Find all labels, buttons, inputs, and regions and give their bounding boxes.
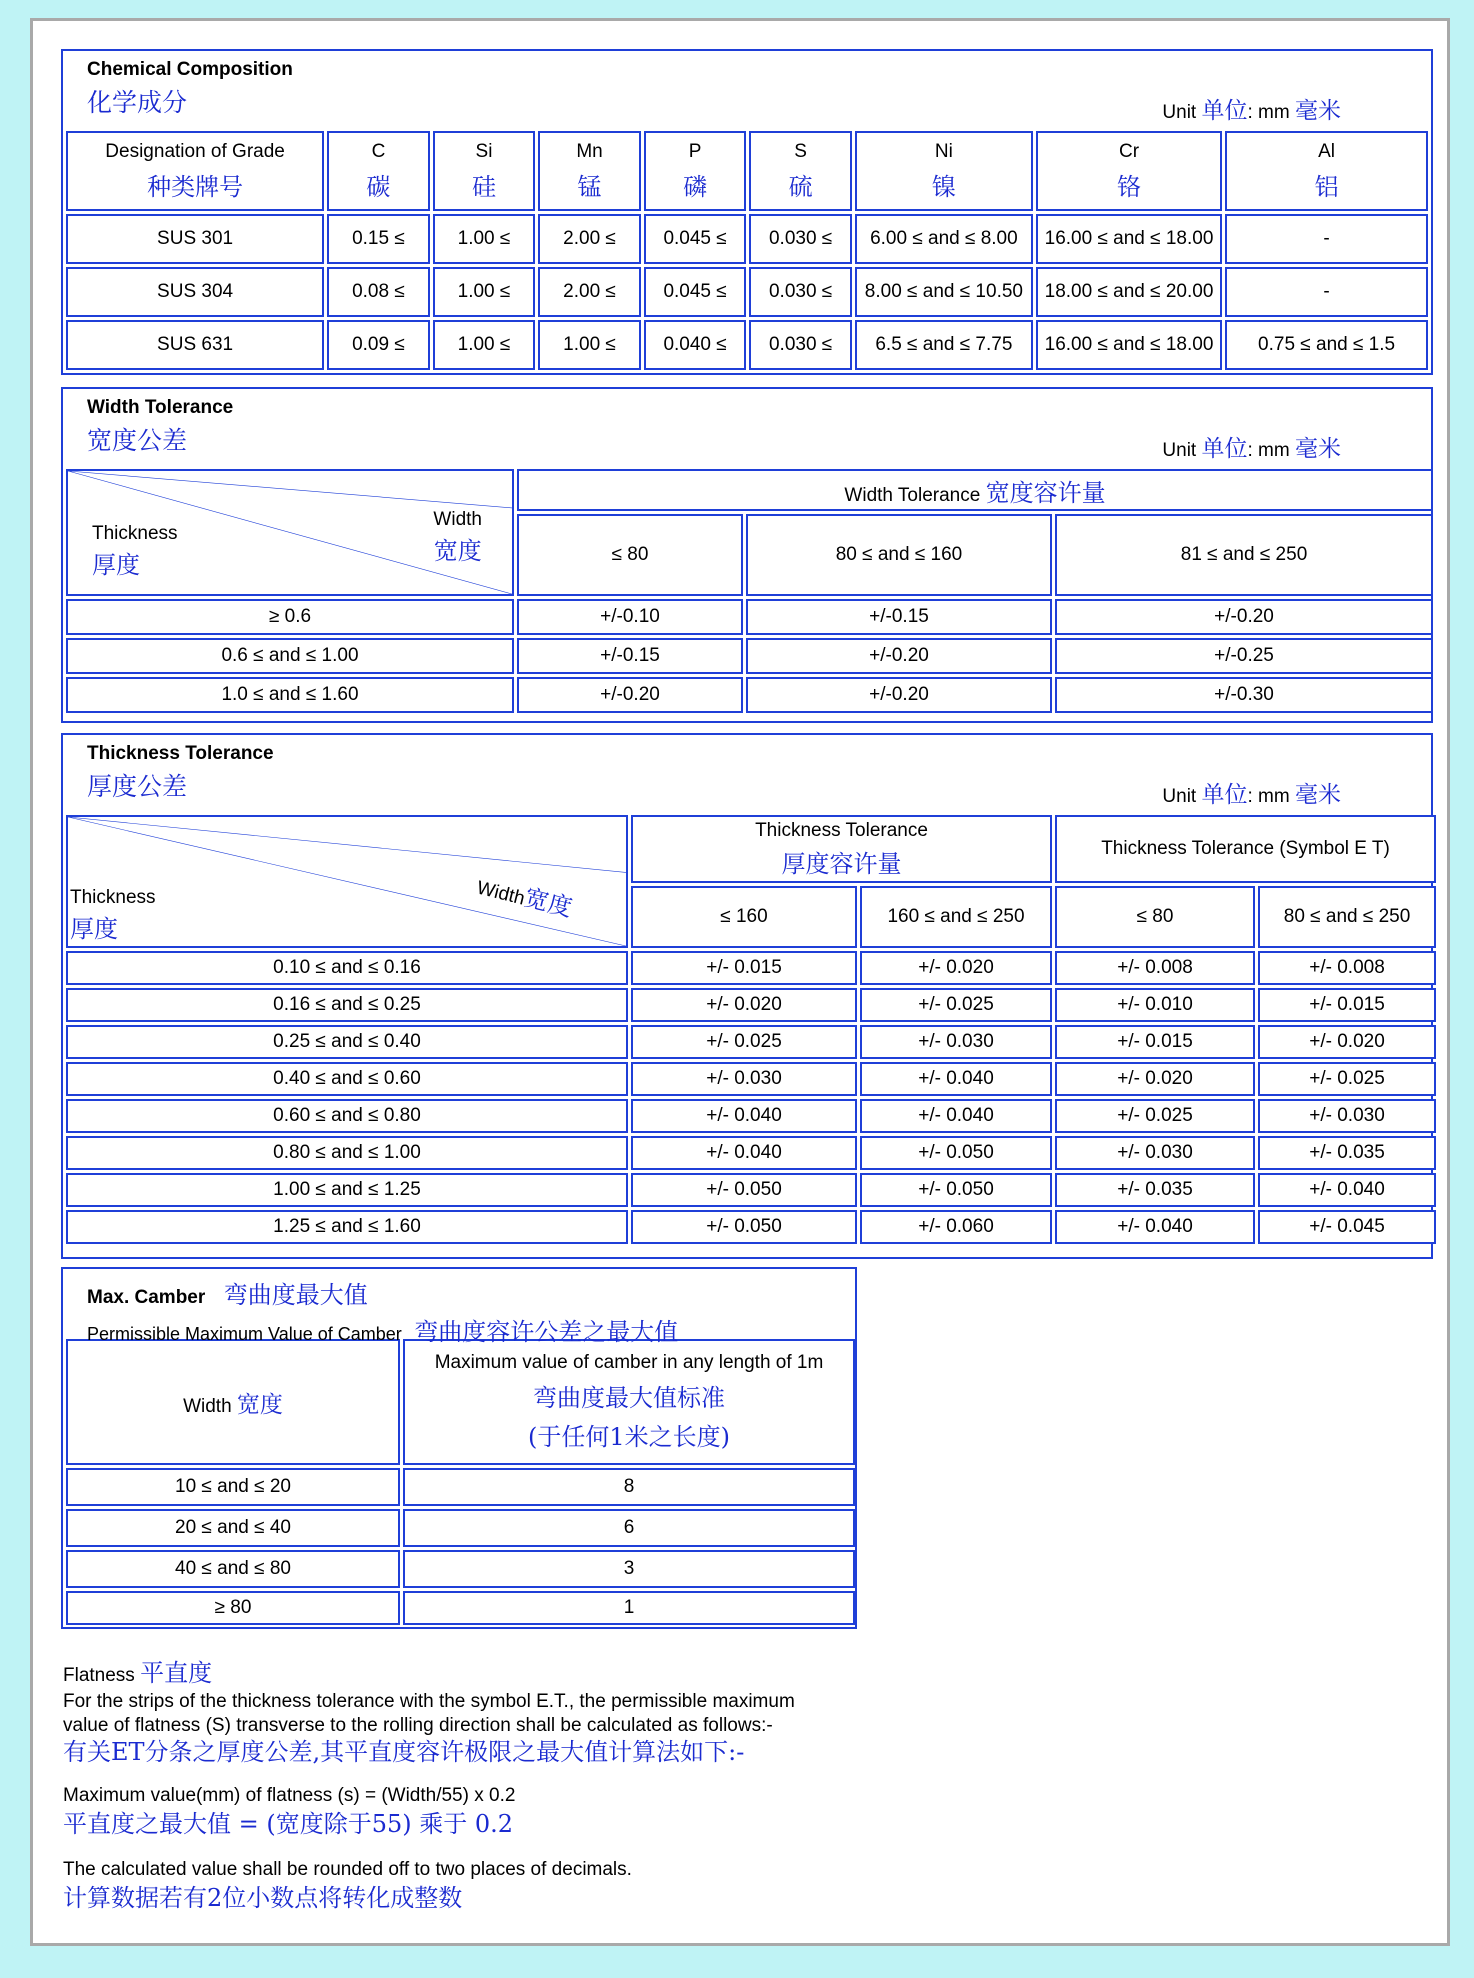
table-cell: 0.75 ≤ and ≤ 1.5 xyxy=(1225,320,1428,370)
table-cell: +/- 0.025 xyxy=(1055,1099,1255,1133)
table-cell: +/-0.15 xyxy=(517,638,743,674)
table-cell: 1.0 ≤ and ≤ 1.60 xyxy=(66,677,514,713)
table-cell: 8 xyxy=(403,1468,855,1506)
table-cell: +/- 0.035 xyxy=(1258,1136,1436,1170)
column-header: 80 ≤ and ≤ 160 xyxy=(746,514,1052,596)
unit-text: Unit xyxy=(1162,440,1197,461)
width-tolerance-group-header: Width Tolerance 宽度容许量 xyxy=(517,469,1433,511)
table-row xyxy=(66,1136,1436,1170)
table-row xyxy=(66,638,1433,674)
table-row xyxy=(66,267,1428,317)
table-cell: +/- 0.050 xyxy=(631,1210,857,1244)
table-cell: 1.00 ≤ and ≤ 1.25 xyxy=(66,1173,628,1207)
header-p: P 磷 xyxy=(644,131,747,211)
table-cell: +/-0.25 xyxy=(1055,638,1433,674)
table-cell: +/- 0.008 xyxy=(1055,951,1255,985)
width-tolerance-section xyxy=(61,387,1433,723)
table-row xyxy=(66,1468,855,1506)
table-cell: +/- 0.040 xyxy=(631,1099,857,1133)
header-s: S 硫 xyxy=(749,131,852,211)
column-header: 80 ≤ and ≤ 250 xyxy=(1258,886,1436,948)
unit-text-zh: 单位 xyxy=(1201,782,1248,808)
table-row xyxy=(66,1173,1436,1207)
camber-value-header: Maximum value of camber in any length of 1m 弯曲度最大值标准 (于任何1米之长度) xyxy=(403,1339,855,1465)
max-camber-subtitle-zh: 弯曲度容许公差之最大值 xyxy=(414,1318,679,1346)
width-axis-label: Width宽度 xyxy=(475,877,576,923)
table-cell: - xyxy=(1225,214,1428,264)
thickness-tolerance-title: Thickness Tolerance xyxy=(87,743,274,764)
table-cell: +/- 0.050 xyxy=(860,1136,1052,1170)
thickness-tolerance-section xyxy=(61,733,1433,1259)
column-header: ≤ 80 xyxy=(517,514,743,596)
column-header: ≤ 80 xyxy=(1055,886,1255,948)
thickness-axis-label: Thickness 厚度 xyxy=(92,523,178,579)
table-cell: 0.6 ≤ and ≤ 1.00 xyxy=(66,638,514,674)
table-cell: 16.00 ≤ and ≤ 18.00 xyxy=(1036,320,1222,370)
table-cell: SUS 304 xyxy=(66,267,324,317)
flatness-para-line1: For the strips of the thickness tolerance with the symbol E.T., the permissible maximum xyxy=(63,1691,795,1712)
width-tolerance-title: Width Tolerance xyxy=(87,397,234,418)
table-cell: 18.00 ≤ and ≤ 20.00 xyxy=(1036,267,1222,317)
table-cell: 0.08 ≤ xyxy=(327,267,430,317)
table-cell: 0.16 ≤ and ≤ 0.25 xyxy=(66,988,628,1022)
table-cell: +/- 0.035 xyxy=(1055,1173,1255,1207)
thickness-tolerance-table xyxy=(63,812,1439,1247)
column-header: 160 ≤ and ≤ 250 xyxy=(860,886,1052,948)
table-cell: 0.60 ≤ and ≤ 0.80 xyxy=(66,1099,628,1133)
table-cell: 1 xyxy=(403,1591,855,1625)
table-cell: 6.5 ≤ and ≤ 7.75 xyxy=(855,320,1033,370)
unit-label xyxy=(1162,430,1341,463)
table-row xyxy=(66,1509,855,1547)
table-cell: +/- 0.060 xyxy=(860,1210,1052,1244)
table-cell: +/- 0.008 xyxy=(1258,951,1436,985)
max-camber-section xyxy=(61,1267,857,1629)
table-cell: 20 ≤ and ≤ 40 xyxy=(66,1509,400,1547)
unit-label xyxy=(1162,776,1341,809)
table-cell: 16.00 ≤ and ≤ 18.00 xyxy=(1036,214,1222,264)
flatness-rounding-zh: 计算数据若有2位小数点将转化成整数 xyxy=(63,1884,463,1912)
width-diagonal-header xyxy=(66,469,514,596)
table-cell: +/- 0.025 xyxy=(860,988,1052,1022)
table-row xyxy=(66,599,1433,635)
unit-text: Unit xyxy=(1162,102,1197,123)
thickness-tolerance-group-header: Thickness Tolerance 厚度容许量 xyxy=(631,815,1052,883)
unit-mm-zh: 毫米 xyxy=(1295,98,1341,124)
table-cell: 3 xyxy=(403,1550,855,1588)
table-cell: +/-0.20 xyxy=(517,677,743,713)
table-cell: ≥ 80 xyxy=(66,1591,400,1625)
table-cell: 0.80 ≤ and ≤ 1.00 xyxy=(66,1136,628,1170)
table-row xyxy=(66,214,1428,264)
width-tolerance-caption xyxy=(63,389,1431,469)
chemical-composition-title: Chemical Composition xyxy=(87,59,293,80)
table-row xyxy=(66,1591,855,1625)
table-cell: SUS 301 xyxy=(66,214,324,264)
table-cell: +/- 0.030 xyxy=(1258,1099,1436,1133)
table-cell: 10 ≤ and ≤ 20 xyxy=(66,1468,400,1506)
table-cell: +/- 0.015 xyxy=(1258,988,1436,1022)
table-row xyxy=(66,1210,1436,1244)
table-cell: SUS 631 xyxy=(66,320,324,370)
chemical-composition-title-zh: 化学成分 xyxy=(87,88,188,117)
table-cell: 0.030 ≤ xyxy=(749,214,852,264)
width-tolerance-table xyxy=(63,466,1436,716)
chemical-composition-section xyxy=(61,49,1433,375)
table-cell: +/- 0.040 xyxy=(1055,1210,1255,1244)
thickness-tolerance-caption xyxy=(63,735,1431,815)
header-c: C 碳 xyxy=(327,131,430,211)
table-cell: 0.40 ≤ and ≤ 0.60 xyxy=(66,1062,628,1096)
table-cell: +/- 0.020 xyxy=(860,951,1052,985)
thickness-tolerance-et-header: Thickness Tolerance (Symbol E T) xyxy=(1055,815,1436,883)
flatness-section xyxy=(63,1661,883,1910)
page-sheet xyxy=(30,18,1450,1946)
table-row xyxy=(66,1099,1436,1133)
table-cell: 1.00 ≤ xyxy=(538,320,641,370)
unit-text-zh: 单位 xyxy=(1201,436,1248,462)
table-cell: 2.00 ≤ xyxy=(538,267,641,317)
table-cell: +/- 0.010 xyxy=(1055,988,1255,1022)
table-cell: +/- 0.020 xyxy=(1055,1062,1255,1096)
table-row xyxy=(66,988,1436,1022)
max-camber-title-row xyxy=(87,1275,831,1310)
flatness-title: Flatness 平直度 xyxy=(63,1659,213,1687)
table-cell: 1.00 ≤ xyxy=(433,267,536,317)
table-cell: 1.00 ≤ xyxy=(433,214,536,264)
thickness-tolerance-title-zh: 厚度公差 xyxy=(87,772,188,801)
table-cell: +/-0.20 xyxy=(1055,599,1433,635)
thickness-axis-label: Thickness 厚度 xyxy=(70,887,156,943)
table-cell: 0.040 ≤ xyxy=(644,320,747,370)
table-cell: +/- 0.025 xyxy=(631,1025,857,1059)
unit-text-zh: 单位 xyxy=(1201,98,1248,124)
table-cell: 8.00 ≤ and ≤ 10.50 xyxy=(855,267,1033,317)
table-cell: - xyxy=(1225,267,1428,317)
table-cell: +/- 0.040 xyxy=(860,1062,1052,1096)
table-cell: +/- 0.030 xyxy=(631,1062,857,1096)
table-cell: 40 ≤ and ≤ 80 xyxy=(66,1550,400,1588)
table-cell: 0.10 ≤ and ≤ 0.16 xyxy=(66,951,628,985)
flatness-formula-zh: 平直度之最大值 = (宽度除于55) 乘于 0.2 xyxy=(63,1810,514,1838)
unit-mm: : mm xyxy=(1247,786,1290,807)
camber-width-header: Width 宽度 xyxy=(66,1339,400,1465)
max-camber-title-zh: 弯曲度最大值 xyxy=(223,1281,368,1309)
table-row xyxy=(66,1550,855,1588)
header-si: Si 硅 xyxy=(433,131,536,211)
flatness-rounding: The calculated value shall be rounded off to two places of decimals. xyxy=(63,1859,632,1880)
header-al: Al 铝 xyxy=(1225,131,1428,211)
table-cell: +/- 0.050 xyxy=(631,1173,857,1207)
table-cell: +/- 0.040 xyxy=(1258,1173,1436,1207)
table-row xyxy=(66,320,1428,370)
column-header: ≤ 160 xyxy=(631,886,857,948)
chemical-composition-table xyxy=(63,128,1431,373)
table-row xyxy=(66,1062,1436,1096)
unit-mm-zh: 毫米 xyxy=(1295,782,1341,808)
flatness-formula: Maximum value(mm) of flatness (s) = (Width/55) x 0.2 xyxy=(63,1785,516,1806)
flatness-para-zh: 有关ET分条之厚度公差,其平直度容许极限之最大值计算法如下:- xyxy=(63,1738,745,1766)
table-cell: +/- 0.045 xyxy=(1258,1210,1436,1244)
table-cell: ≥ 0.6 xyxy=(66,599,514,635)
table-cell: +/-0.20 xyxy=(746,638,1052,674)
table-cell: +/- 0.020 xyxy=(631,988,857,1022)
max-camber-subtitle: Permissible Maximum Value of Camber xyxy=(87,1324,402,1344)
header-mn: Mn 锰 xyxy=(538,131,641,211)
table-cell: 0.045 ≤ xyxy=(644,267,747,317)
table-cell: +/- 0.040 xyxy=(860,1099,1052,1133)
unit-mm: : mm xyxy=(1247,102,1290,123)
table-cell: +/-0.15 xyxy=(746,599,1052,635)
width-tolerance-title-zh: 宽度公差 xyxy=(87,426,188,455)
flatness-para-line2: value of flatness (S) transverse to the rolling direction shall be calculated as follows:- xyxy=(63,1715,773,1736)
max-camber-subtitle-row xyxy=(87,1312,831,1347)
unit-mm-zh: 毫米 xyxy=(1295,436,1341,462)
table-cell: +/- 0.040 xyxy=(631,1136,857,1170)
header-grade: Designation of Grade 种类牌号 xyxy=(66,131,324,211)
table-cell: 1.00 ≤ xyxy=(433,320,536,370)
unit-label xyxy=(1162,92,1341,125)
table-cell: +/-0.10 xyxy=(517,599,743,635)
column-header: 81 ≤ and ≤ 250 xyxy=(1055,514,1433,596)
chemical-composition-caption xyxy=(63,51,1431,131)
table-cell: +/- 0.020 xyxy=(1258,1025,1436,1059)
header-ni: Ni 镍 xyxy=(855,131,1033,211)
max-camber-caption xyxy=(63,1269,855,1346)
table-row xyxy=(66,1025,1436,1059)
table-cell: 0.030 ≤ xyxy=(749,320,852,370)
table-cell: 0.030 ≤ xyxy=(749,267,852,317)
table-row xyxy=(66,677,1433,713)
table-cell: 6.00 ≤ and ≤ 8.00 xyxy=(855,214,1033,264)
table-cell: +/- 0.015 xyxy=(631,951,857,985)
table-cell: +/- 0.030 xyxy=(860,1025,1052,1059)
table-cell: 0.15 ≤ xyxy=(327,214,430,264)
table-cell: 0.045 ≤ xyxy=(644,214,747,264)
table-cell: 1.25 ≤ and ≤ 1.60 xyxy=(66,1210,628,1244)
table-cell: 0.25 ≤ and ≤ 0.40 xyxy=(66,1025,628,1059)
unit-mm: : mm xyxy=(1247,440,1290,461)
table-row xyxy=(66,951,1436,985)
table-cell: +/-0.20 xyxy=(746,677,1052,713)
thickness-diagonal-header xyxy=(66,815,628,948)
table-cell: +/- 0.030 xyxy=(1055,1136,1255,1170)
table-cell: +/- 0.050 xyxy=(860,1173,1052,1207)
table-cell: 2.00 ≤ xyxy=(538,214,641,264)
table-cell: 6 xyxy=(403,1509,855,1547)
table-cell: +/-0.30 xyxy=(1055,677,1433,713)
header-cr: Cr 铬 xyxy=(1036,131,1222,211)
width-axis-label: Width 宽度 xyxy=(433,509,482,565)
table-cell: +/- 0.025 xyxy=(1258,1062,1436,1096)
table-cell: 0.09 ≤ xyxy=(327,320,430,370)
max-camber-table xyxy=(63,1336,858,1628)
table-cell: +/- 0.015 xyxy=(1055,1025,1255,1059)
max-camber-title: Max. Camber xyxy=(87,1287,206,1308)
unit-text: Unit xyxy=(1162,786,1197,807)
